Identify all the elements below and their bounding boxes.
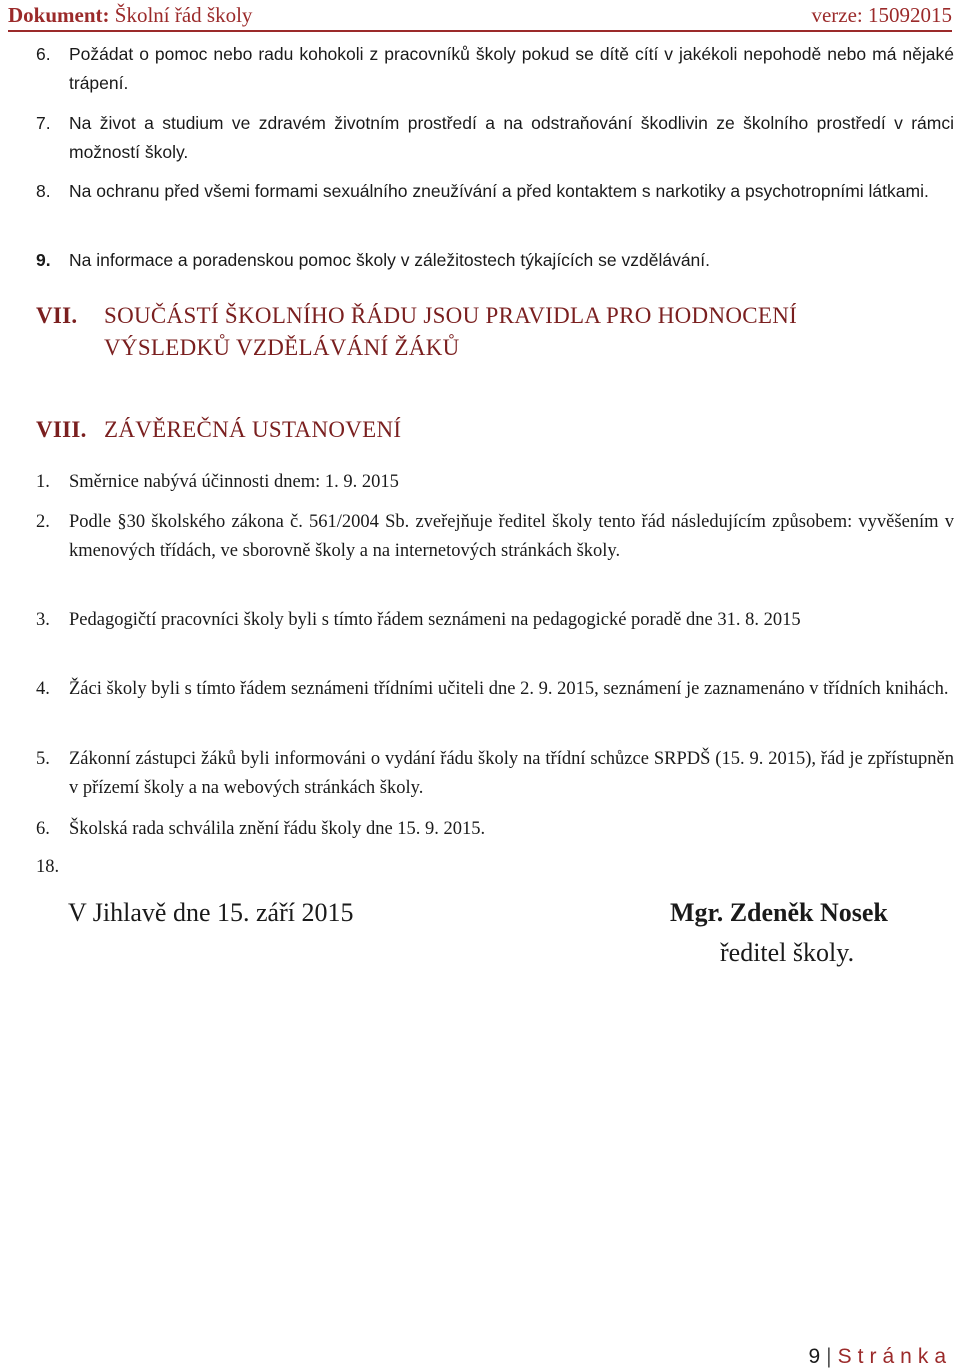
stray-number: 18. <box>36 857 60 877</box>
section-heading-vii-line2 <box>104 332 460 364</box>
place-date: V Jihlavě dne 15. září 2015 <box>68 898 354 927</box>
item-text: Na ochranu před všemi formami sexuálního zneužívání a před kontaktem s narkotiky a psychotropními látkami. <box>69 181 929 201</box>
list-item <box>36 745 954 805</box>
section-number: VII. <box>36 303 78 328</box>
list-item <box>36 177 954 237</box>
list-item <box>36 468 954 498</box>
list-item <box>36 606 954 666</box>
list-item <box>36 40 954 100</box>
section-number: VIII. <box>36 417 87 442</box>
section-title-line1: SOUČÁSTÍ ŠKOLNÍHO ŘÁDU JSOU PRAVIDLA PRO HODNOCENÍ <box>104 303 798 328</box>
page-header <box>8 0 952 32</box>
item-number: 3. <box>36 610 50 630</box>
page-footer <box>808 1345 952 1369</box>
item-number: 4. <box>36 679 50 699</box>
list-item <box>36 675 954 735</box>
list-item <box>36 109 954 169</box>
header-label: Dokument: <box>8 3 110 27</box>
item-text: Žáci školy byli s tímto řádem seznámeni třídními učiteli dne 2. 9. 2015, seznámení je zaznamenáno v třídních knihách. <box>69 679 949 699</box>
item-number: 5. <box>36 749 50 769</box>
item-number: 6. <box>36 44 51 64</box>
item-text: Požádat o pomoc nebo radu kohokoli z pracovníků školy pokud se dítě cítí v jakékoli nepohodě nebo má nějaké trápení. <box>69 44 954 93</box>
footer-separator: | <box>826 1345 832 1368</box>
item-text: Pedagogičtí pracovníci školy byli s tímto řádem seznámeni na pedagogické poradě dne 31. 8. 2015 <box>69 610 801 630</box>
page-number: 9 <box>808 1345 821 1368</box>
item-number: 7. <box>36 113 51 133</box>
list-item <box>36 246 954 276</box>
item-number: 9. <box>36 250 51 270</box>
section-title-line2: VÝSLEDKŮ VZDĚLÁVÁNÍ ŽÁKŮ <box>104 335 460 360</box>
header-title: Školní řád školy <box>114 3 253 27</box>
item-text: Směrnice nabývá účinnosti dnem: 1. 9. 2015 <box>69 472 399 492</box>
section-heading-vii <box>36 300 798 332</box>
header-version: verze: 15092015 <box>811 3 952 27</box>
section-heading-viii <box>36 414 402 446</box>
header-document-label <box>8 3 252 28</box>
signatory-name: Mgr. Zdeněk Nosek <box>670 898 888 927</box>
list-item <box>36 815 954 845</box>
item-text: Podle §30 školského zákona č. 561/2004 Sb. zveřejňuje ředitel školy tento řád následujícím způsobem: vyvěšením v kmenových třídách, ve sborovně školy a na internetových stránkách školy. <box>69 512 954 561</box>
list-item <box>36 508 954 598</box>
item-number: 1. <box>36 472 50 492</box>
item-text: Na život a studium ve zdravém životním prostředí a na odstraňování škodlivin ze školního prostředí v rámci možností školy. <box>69 113 954 162</box>
item-text: Na informace a poradenskou pomoc školy v záležitostech týkajících se vzdělávání. <box>69 250 711 270</box>
item-number: 6. <box>36 819 50 839</box>
footer-word: Stránka <box>837 1345 952 1368</box>
item-number: 2. <box>36 512 50 532</box>
item-number: 8. <box>36 181 51 201</box>
item-text: Školská rada schválila znění řádu školy dne 15. 9. 2015. <box>69 819 486 839</box>
signatory-role: ředitel školy. <box>720 938 855 967</box>
section-title: ZÁVĚREČNÁ USTANOVENÍ <box>104 417 402 442</box>
item-text: Zákonní zástupci žáků byli informováni o vydání řádu školy na třídní schůzce SRPDŠ (15. 9. 2015), řád je zpřístupněn v přízemí školy a na webových stránkách školy. <box>69 749 954 798</box>
